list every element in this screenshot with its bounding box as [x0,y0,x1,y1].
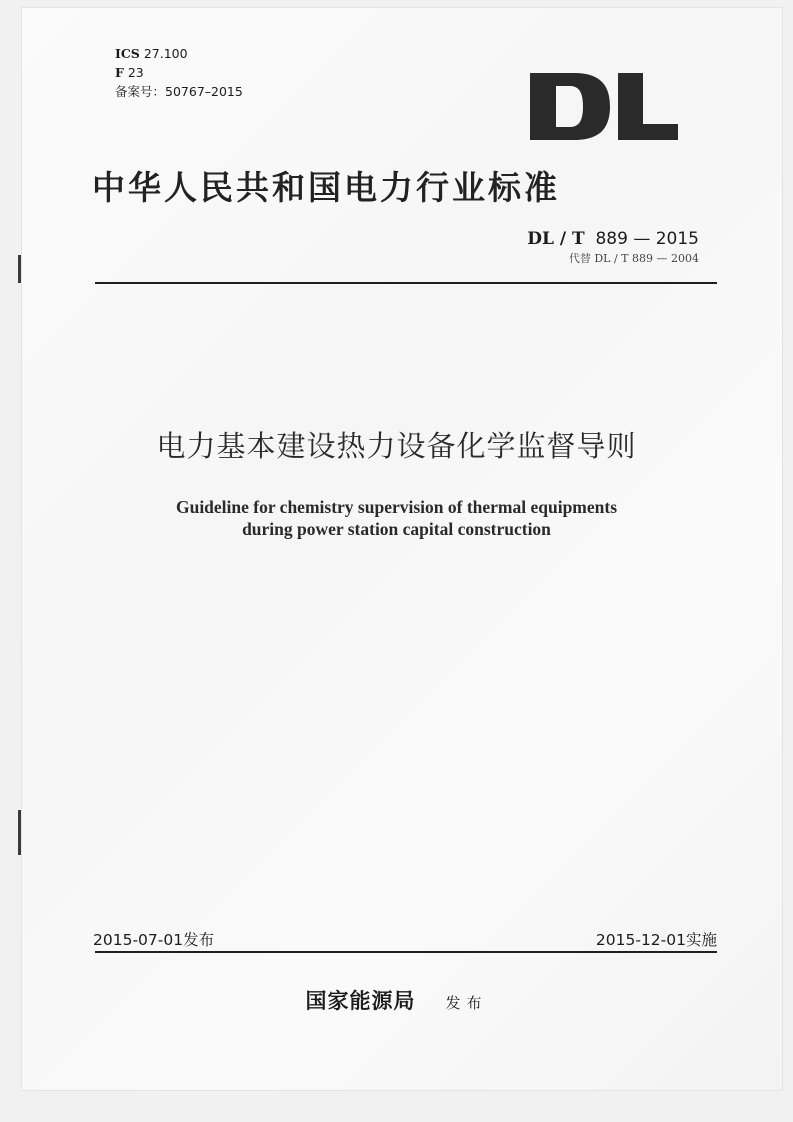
binding-mark [18,255,21,283]
document-title-en [0,496,793,540]
class-code: F 23 [115,65,144,80]
replaces-standard: 代替 DL / T 889 — 2004 [568,252,699,265]
effective-date: 2015-12-01实施 [595,931,717,949]
standard-number: DL / T 889 — 2015 [527,229,699,249]
title-en-line: during power station capital construction [242,519,551,539]
classification-block [115,44,243,101]
issue-action: 发布 [445,994,488,1012]
logo-letter-d [530,73,610,140]
record-number: 备案号：50767–2015 [115,84,243,99]
publish-date: 2015-07-01发布 [93,931,215,949]
issuing-authority: 国家能源局 [305,988,416,1013]
standard-number-block [527,229,699,266]
title-en-line: Guideline for chemistry supervision of thermal equipments [175,497,618,517]
binding-mark [18,810,21,855]
document-title-cn: 电力基本建设热力设备化学监督导则 [156,429,637,463]
ics-code: ICS 27.100 [115,46,188,61]
issuer-line [0,985,793,1015]
footer-divider [95,951,717,953]
dl-logo [530,73,678,140]
logo-letter-l [618,73,678,140]
industry-standard-heading: 中华人民共和国电力行业标准 [92,168,560,207]
header-divider [95,282,717,284]
